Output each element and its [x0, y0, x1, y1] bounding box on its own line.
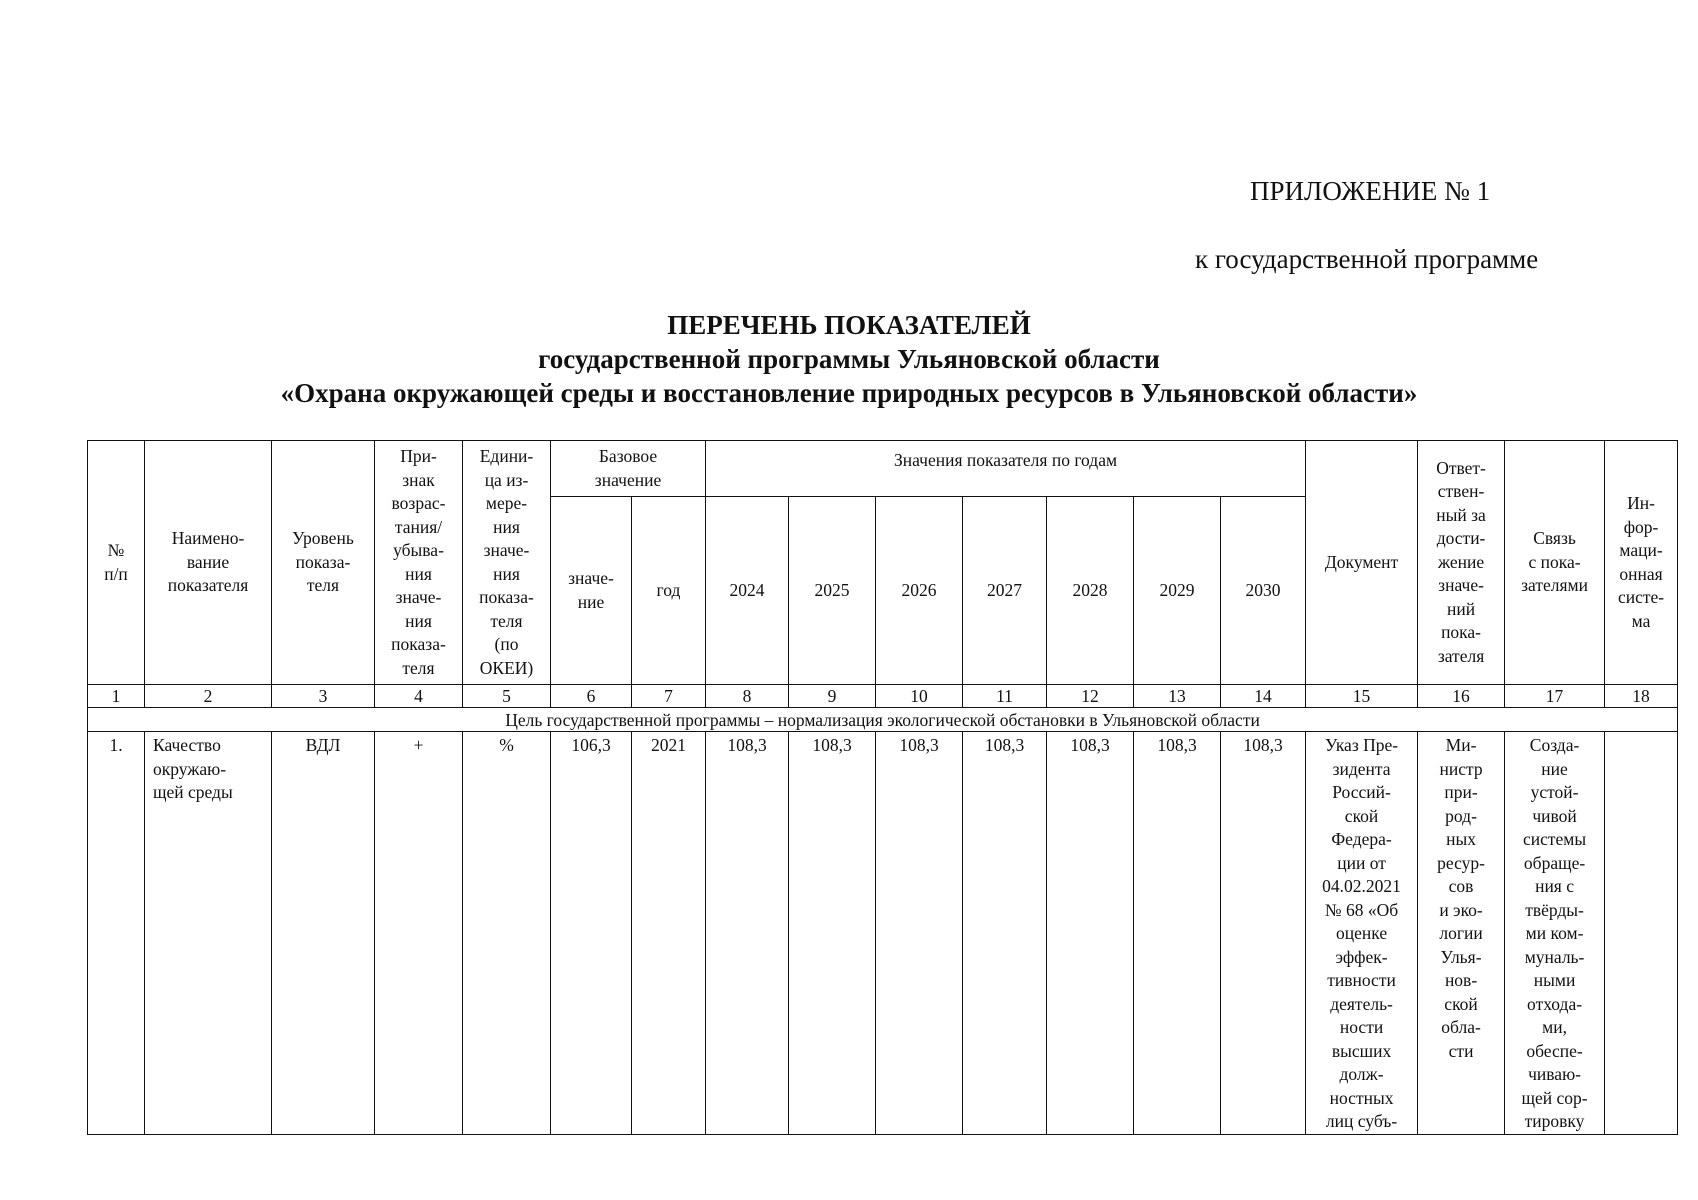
row-value-2028: 108,3 [1047, 732, 1134, 1135]
appendix-label: ПРИЛОЖЕНИЕ № 1 [1250, 176, 1491, 206]
header-year-2024: 2024 [706, 497, 789, 685]
column-number: 6 [551, 685, 632, 708]
header-indicator-name: Наимено- вание показателя [145, 441, 272, 685]
row-value-2029: 108,3 [1134, 732, 1221, 1135]
row-num: 1. [88, 732, 145, 1135]
row-document: Указ Пре- зидента Россий- ской Федера- ции от 04.02.2021 № 68 «Об оценке эффек- тивности деятель- ности высших долж- ностных лиц субъ- [1306, 732, 1418, 1135]
header-document: Документ [1306, 441, 1418, 685]
header-year-2027: 2027 [963, 497, 1047, 685]
column-number: 17 [1505, 685, 1605, 708]
row-indicator-name: Качество окружаю- щей среды [145, 732, 272, 1135]
column-number: 12 [1047, 685, 1134, 708]
header-year-2026: 2026 [876, 497, 963, 685]
header-base: Базовое значение [551, 441, 706, 497]
column-number: 16 [1418, 685, 1505, 708]
header-years-group: Значения показателя по годам [706, 441, 1306, 497]
title-line-1: ПЕРЕЧЕНЬ ПОКАЗАТЕЛЕЙ [667, 310, 1031, 340]
column-number: 13 [1134, 685, 1221, 708]
header-info-system: Ин- фор- маци- онная систе- ма [1605, 441, 1678, 685]
row-value-2025: 108,3 [789, 732, 876, 1135]
column-number: 10 [876, 685, 963, 708]
row-link: Созда- ние устой- чивой системы обраще- ния с твёрды- ми ком- муналь- ными отхода- ми, обеспе- чиваю- щей сор- тировку [1505, 732, 1605, 1135]
column-number: 2 [145, 685, 272, 708]
row-responsible: Ми- нистр при- род- ных ресур- сов и эко- логии Улья- нов- ской обла- сти [1418, 732, 1505, 1135]
row-value-2024: 108,3 [706, 732, 789, 1135]
program-goal: Цель государственной программы – нормализация экологической обстановки в Ульяновской области [88, 708, 1678, 732]
column-number: 9 [789, 685, 876, 708]
header-num: № п/п [88, 441, 145, 685]
column-number: 8 [706, 685, 789, 708]
document-title [0, 308, 1698, 410]
column-number: 1 [88, 685, 145, 708]
header-level: Уровень показа- теля [272, 441, 375, 685]
column-number: 7 [632, 685, 706, 708]
title-line-2: государственной программы Ульяновской области [538, 344, 1160, 374]
column-numbers-row [88, 685, 1678, 708]
column-number: 4 [375, 685, 463, 708]
row-value-2030: 108,3 [1221, 732, 1306, 1135]
column-number: 14 [1221, 685, 1306, 708]
row-value-2026: 108,3 [876, 732, 963, 1135]
row-level: ВДЛ [272, 732, 375, 1135]
header-year-2028: 2028 [1047, 497, 1134, 685]
column-number: 15 [1306, 685, 1418, 708]
column-number: 5 [463, 685, 551, 708]
header-year-2030: 2030 [1221, 497, 1306, 685]
header-sign: При- знак возрас- тания/ убыва- ния значе- ния показа- теля [375, 441, 463, 685]
header-unit: Едини- ца из- мере- ния значе- ния показа- теля (по ОКЕИ) [463, 441, 551, 685]
appendix-subtitle: к государственной программе [1195, 244, 1539, 274]
row-value-2027: 108,3 [963, 732, 1047, 1135]
row-base-value: 106,3 [551, 732, 632, 1135]
header-base-value: значе- ние [551, 497, 632, 685]
row-base-year: 2021 [632, 732, 706, 1135]
row-sign: + [375, 732, 463, 1135]
column-number: 11 [963, 685, 1047, 708]
row-unit: % [463, 732, 551, 1135]
row-info-system [1605, 732, 1678, 1135]
header-link: Связь с пока- зателями [1505, 441, 1605, 685]
header-responsible: Ответ- ствен- ный за дости- жение значе- ний пока- зателя [1418, 441, 1505, 685]
column-number: 18 [1605, 685, 1678, 708]
header-year-2025: 2025 [789, 497, 876, 685]
header-base-year: год [632, 497, 706, 685]
table-row [88, 732, 1678, 1135]
title-line-3: «Охрана окружающей среды и восстановление природных ресурсов в Ульяновской области» [280, 378, 1418, 408]
indicators-table [87, 440, 1678, 1135]
header-year-2029: 2029 [1134, 497, 1221, 685]
column-number: 3 [272, 685, 375, 708]
